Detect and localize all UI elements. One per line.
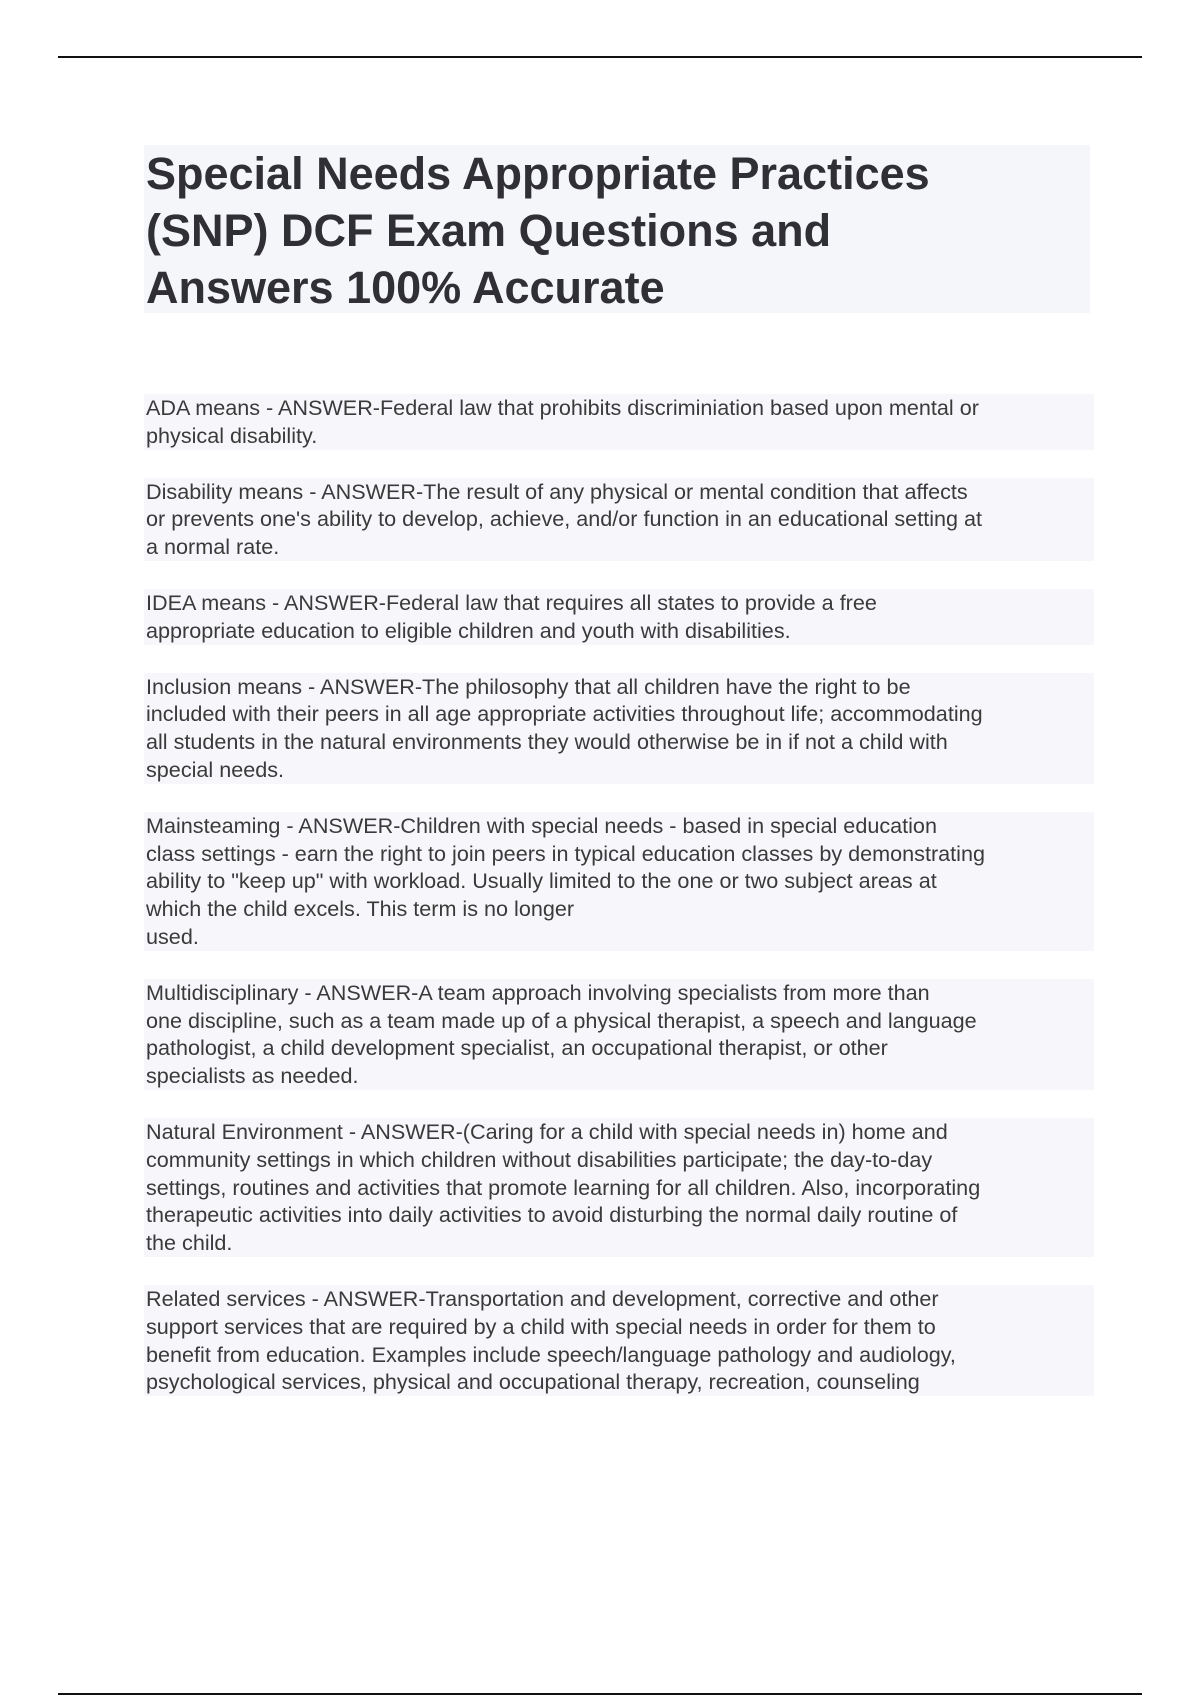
qa-entry-ada: ADA means - ANSWER-Federal law that prohibits discriminiation based upon mental or physical disability. xyxy=(144,394,1094,450)
qa-entry-disability: Disability means - ANSWER-The result of any physical or mental condition that affects or prevents one's ability to develop, achieve, and/or function in an educational setting at a normal rate. xyxy=(144,478,1094,561)
qa-entry-natural-environment: Natural Environment - ANSWER-(Caring for a child with special needs in) home and community settings in which children without disabilities participate; the day-to-day settings, routines and activities that promote learning for all children. Also, incorporating therapeutic activities into daily activities to avoid disturbing the normal daily routine of the child. xyxy=(144,1118,1094,1257)
title-block xyxy=(144,145,1090,313)
qa-entry-related-services: Related services - ANSWER-Transportation and development, corrective and other support services that are required by a child with special needs in order for them to benefit from education. Examples include speech/language pathology and audiology, psychological services, physical and occupational therapy, recreation, counseling xyxy=(144,1285,1094,1396)
bottom-rule xyxy=(58,1693,1142,1695)
top-rule xyxy=(58,56,1142,58)
qa-entry-multidisciplinary: Multidisciplinary - ANSWER-A team approach involving specialists from more than one discipline, such as a team made up of a physical therapist, a speech and language pathologist, a child development specialist, an occupational therapist, or other specialists as needed. xyxy=(144,979,1094,1090)
qa-entry-inclusion: Inclusion means - ANSWER-The philosophy that all children have the right to be included with their peers in all age appropriate activities throughout life; accommodating all students in the natural environments they would otherwise be in if not a child with special needs. xyxy=(144,673,1094,784)
qa-entry-mainstreaming: Mainsteaming - ANSWER-Children with special needs - based in special education class settings - earn the right to join peers in typical education classes by demonstrating ability to "keep up" with workload. Usually limited to the one or two subject areas at which the child excels. This term is no longer used. xyxy=(144,812,1094,951)
document-title: Special Needs Appropriate Practices (SNP) DCF Exam Questions and Answers 100% Accurate xyxy=(146,148,930,313)
qa-list xyxy=(144,394,1094,1424)
qa-entry-idea: IDEA means - ANSWER-Federal law that requires all states to provide a free appropriate education to eligible children and youth with disabilities. xyxy=(144,589,1094,645)
